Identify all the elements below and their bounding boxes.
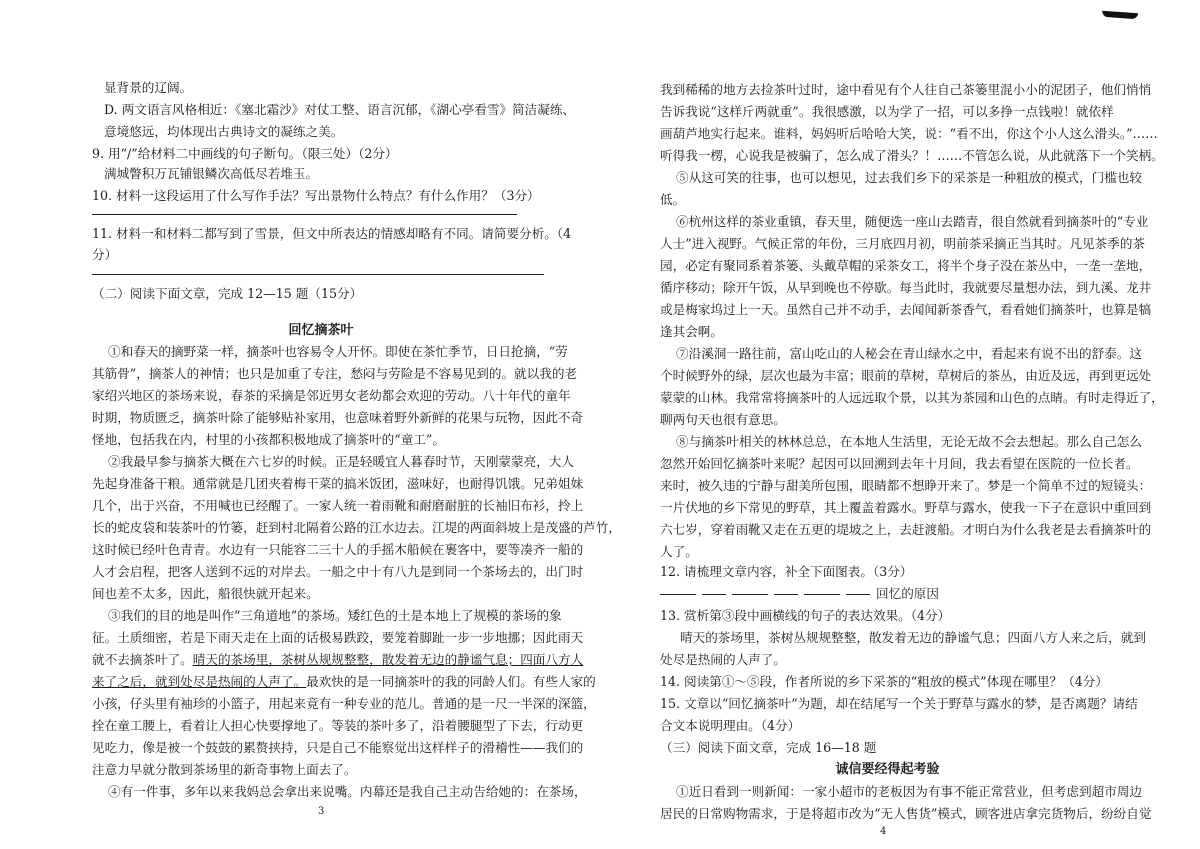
question-15-cont: 合文本说明理由。（4分） bbox=[660, 718, 801, 733]
question-15: 15. 文章以“回忆摘茶叶”为题，却在结尾写一个关于野草与露水的梦，是否离题？请结 bbox=[660, 696, 1138, 711]
paragraph-line: 聊两句天也很有意思。 bbox=[660, 412, 786, 427]
paragraph-line: 这时候已经叶色青青。水边有一只能容二三十人的手摇木船候在裹客中，要等凑齐一船的 bbox=[92, 542, 584, 557]
paragraph-line: 居民的日常购物需求，于是将超市改为“无人售货”模式，顾客进店拿完货物后，纷纷自觉 bbox=[660, 806, 1152, 821]
page-number: 4 bbox=[880, 826, 887, 837]
paragraph-line: 告诉我说“这样斤两就重”。我很感激，以为学了一招，可以多挣一点钱啦！就依样 bbox=[660, 104, 1114, 119]
paragraph-line: 或是梅家坞过上一天。虽然自己并不动手，去闻闻新茶香气，看看她们摘茶叶，也算是犒 bbox=[660, 302, 1152, 317]
paragraph-line: 先起身准备干粮。通常就是几团夹着梅干菜的搞米饭团，滋味好，也耐得饥饿。兄弟姐妹 bbox=[92, 476, 584, 491]
paragraph-line: 人才会启程，把客人送到不远的对岸去。一船之中十有八九是到同一个茶场去的，出门时 bbox=[92, 564, 584, 579]
question-11-cont: 分） bbox=[92, 247, 118, 262]
paragraph-line: 征。土质细密，若是下雨天走在上面的话极易跌跤，要笼着脚趾一步一步地挪；因此雨天 bbox=[92, 630, 584, 645]
paragraph-line-underlined bbox=[92, 650, 584, 670]
question-9-text: 满城瞥积万瓦铺银鳞次高低尽若堆玉。 bbox=[104, 166, 319, 181]
paragraph-line: ⑧与摘茶叶相关的林林总总，在本地人生活里，无论无故不会去想起。那么自己怎么 bbox=[676, 434, 1142, 449]
paragraph-line: 一片伏地的乡下常见的野草，其上覆盖着露水。野草与露水，使我一下子在意识中重回到 bbox=[660, 500, 1152, 515]
paragraph-line: 注意力早就分散到茶场里的新奇事物上面去了。 bbox=[92, 762, 357, 777]
text-line: D. 两文语言风格相近：《塞北霜沙》对仗工整、语言沉郁，《湖心亭看雪》简洁凝练、 bbox=[104, 102, 576, 117]
paragraph-line: ⑤从这可笑的往事，也可以想见，过去我们乡下的采茶是一种粗放的模式，门槛也较 bbox=[676, 170, 1142, 185]
underlined-sentence: 晴天的茶场里，茶树丛规规整整，散发着无边的静谧气息；四面八方人 bbox=[192, 652, 584, 667]
underlined-sentence: 来了之后，就到处尽是热闹的人声了。 bbox=[92, 674, 307, 689]
paragraph-line: ①近日看到一则新闻：一家小超市的老板因为有事不能正常营业，但考虑到超市周边 bbox=[676, 784, 1142, 799]
section-3-heading: （三）阅读下面文章，完成 16—18 题 bbox=[660, 740, 877, 755]
paragraph-line: ②我最早参与摘茶大概在六七岁的时候。正是轻暖宜人暮春时节，天刚蒙蒙亮，大人 bbox=[108, 454, 574, 469]
paragraph-line: 小孩，仔头里有袖珍的小篮子，用起来竟有一种专业的范儿。普通的是一尺一半深的深篮， bbox=[92, 696, 596, 711]
paragraph-line: 怪地，包括我在内，村里的小孩都积极地成了摘茶叶的“童工”。 bbox=[92, 432, 445, 447]
quoted-sentence: 处尽是热闹的人声了。 bbox=[660, 652, 786, 667]
paragraph-line: 人士”进入视野。气候正常的年份，三月底四月初，明前茶采摘正当其时。凡见茶季的茶 bbox=[660, 236, 1146, 251]
paragraph-line: 个时候野外的绿，层次也最为丰富；眼前的草树，草树后的茶丛，由近及远，再到更远处 bbox=[660, 368, 1152, 383]
arrow-line bbox=[846, 594, 870, 595]
paragraph-line: ③我们的目的地是叫作“三角道地”的茶场。矮红色的土是本地上了规模的茶场的象 bbox=[108, 608, 562, 623]
arrow-line bbox=[702, 594, 726, 595]
blank-line bbox=[732, 594, 768, 595]
paragraph-line: 逢其会啊。 bbox=[660, 324, 723, 339]
paragraph-line: 六七岁，穿着雨靴又走在五更的堤坡之上，去赶渡船。才明白为什么我老是去看摘茶叶的 bbox=[660, 522, 1152, 537]
blank-line bbox=[804, 594, 840, 595]
paragraph-line: ④有一件事，多年以来我妈总会拿出来说嘴。内幕还是我自己主动告给她的：在茶场， bbox=[108, 784, 587, 799]
paragraph-line: 园，必定有聚同系着茶篓、头戴草帽的采茶女工，将半个身子没在茶丛中，一垄一垄地， bbox=[660, 258, 1152, 273]
arrow-line bbox=[774, 594, 798, 595]
left-page bbox=[92, 0, 621, 849]
paragraph-line: 来时，被久违的宁静与甜美所包围，眼睛都不想睁开来了。梦是一个简单不过的短镜头： bbox=[660, 478, 1152, 493]
section-2-heading: （二）阅读下面文章，完成 12—15 题（15分） bbox=[92, 286, 363, 301]
paragraph-line: 画葫芦地实行起来。谁料，妈妈听后哈哈大笑，说：“看不出，你这个小人这么滑头。”…… bbox=[660, 126, 1158, 141]
question-11: 11. 材料一和材料二都写到了雪景，但文中所表达的情感却略有不同。请简要分析。（4 bbox=[92, 226, 572, 241]
article-3-title: 诚信要经得起考验 bbox=[835, 762, 940, 777]
paragraph-line: 循序移动；除开午饭，从早到晚也不停歇。每当此时，我就要尽量想办法，到九溪、龙井 bbox=[660, 280, 1152, 295]
plain-text: 最欢快的是一同摘茶叶的我的同龄人们。有些人家的 bbox=[306, 674, 596, 689]
paragraph-line: ①和春天的摘野菜一样，摘茶叶也容易令人开怀。即使在茶忙季节，日日抢摘，“劳 bbox=[108, 344, 568, 359]
right-page bbox=[660, 0, 1164, 849]
paragraph-line: 我到稀稀的地方去捡茶叶过时，途中看见有个人往自己茶篓里混小小的泥团子，他们悄悄 bbox=[660, 82, 1152, 97]
paragraph-line: ⑥杭州这样的茶业重镇，春天里，随便选一座山去踏青，很自然就看到摘茶叶的“专业 bbox=[676, 214, 1149, 229]
page-number: 3 bbox=[318, 806, 325, 817]
answer-line bbox=[92, 214, 517, 215]
question-9: 9. 用“/”给材料二中画线的句子断句。（限三处）（2分） bbox=[92, 146, 398, 161]
question-14: 14. 阅读第①～⑤段，作者所说的乡下采茶的“粗放的模式”体现在哪里？（4分） bbox=[660, 674, 1108, 689]
chart-end-label: 回忆的原因 bbox=[876, 586, 939, 601]
paragraph-line: 家绍兴地区的茶场来说，春茶的采摘是邻近男女老幼都会欢迎的劳动。八十年代的童年 bbox=[92, 388, 571, 403]
paragraph-line: 时期，物质匮乏，摘茶叶除了能够贴补家用，也意味着野外新鲜的花果与玩物，因此不奇 bbox=[92, 410, 584, 425]
text-line: 意境悠远，均体现出古典诗文的凝练之美。 bbox=[104, 124, 344, 139]
text-line: 显背景的辽阔。 bbox=[104, 80, 193, 95]
quoted-sentence: 晴天的茶场里，茶树丛规规整整，散发着无边的静谧气息；四面八方人来之后，就到 bbox=[680, 630, 1146, 645]
question-10: 10. 材料一这段运用了什么写作手法？写出景物什么特点？有什么作用？（3分） bbox=[92, 188, 540, 203]
answer-line bbox=[92, 274, 544, 275]
paragraph-line: 人了。 bbox=[660, 544, 698, 559]
paragraph-line: 低。 bbox=[660, 192, 686, 207]
question-12: 12. 请梳理文章内容，补全下面图表。（3分） bbox=[660, 564, 913, 579]
paragraph-line: 蒙蒙的山林。我常常将摘茶叶的人远远取个景，以其为茶园和山色的点睛。有时走得近了， bbox=[660, 390, 1164, 405]
paragraph-line: 长的蛇皮袋和装茶叶的竹篓，赶到村北隔着公路的江水边去。江堤的两面斜坡上是茂盛的芦竹， bbox=[92, 520, 621, 535]
paragraph-line: 间也差不太多，因此，船很快就开起来。 bbox=[92, 586, 319, 601]
plain-text: 就不去摘茶叶了。 bbox=[92, 652, 193, 667]
paragraph-line: 听得我一楞，心说我是被骗了，怎么成了滑头？！……不管怎么说，从此就落下一个笑柄。 bbox=[660, 148, 1164, 163]
paragraph-line: 见吃力，像是被一个鼓鼓的累赘挟持，只是自己不能察觉出这样样子的滑稽性——我们的 bbox=[92, 740, 584, 755]
blank-line bbox=[660, 594, 696, 595]
paragraph-line: ⑦沿溪洞一路往前，富山吃山的人秘会在青山绿水之中，看起来有说不出的舒泰。这 bbox=[676, 346, 1142, 361]
paragraph-line: 拴在童工腰上，看着让人担心快要撑地了。等装的茶叶多了，沿着腰腿型了下去，行动更 bbox=[92, 718, 584, 733]
paragraph-line: 其筋骨”，摘茶人的神情；也只是加重了专注，愁闷与劳险是不容易见到的。就以我的老 bbox=[92, 366, 578, 381]
paragraph-line-underlined bbox=[92, 672, 596, 692]
article-title: 回忆摘茶叶 bbox=[288, 323, 354, 338]
question-13: 13. 赏析第③段中画横线的句子的表达效果。（4分） bbox=[660, 608, 951, 623]
paragraph-line: 忽然开始回忆摘茶叶来呢？起因可以回溯到去年十月间，我去看望在医院的一位长者。 bbox=[660, 456, 1139, 471]
paragraph-line: 几个，出于兴奋，不用喊也已经醒了。一家人统一着雨靴和耐磨耐脏的长袖旧布衫，拎上 bbox=[92, 498, 584, 513]
